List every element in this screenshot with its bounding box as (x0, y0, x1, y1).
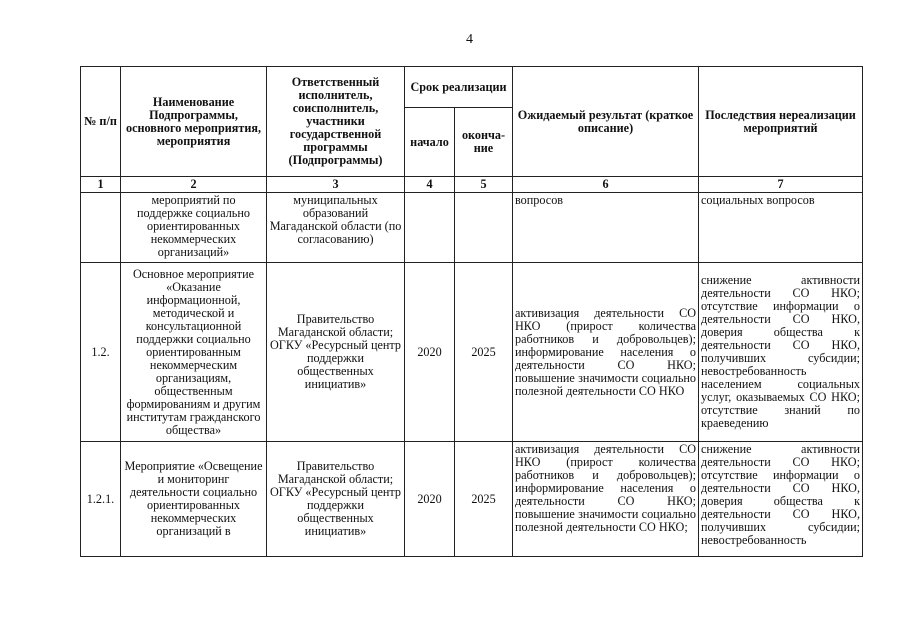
responsible: Правительство Магаданской области; ОГКУ «Ресурсный центр поддержки общественных инициатив» (267, 442, 405, 557)
column-number: 2 (121, 177, 267, 193)
expected-result: вопросов (513, 193, 699, 263)
consequences: снижение активности деятельности СО НКО; отсутствие информации о деятельности СО НКО, доверия общества к деятельности СО НКО, получивших субсидии; невостребованность (699, 442, 863, 557)
header-num: № п/п (81, 67, 121, 177)
table-row (81, 442, 863, 557)
activity-name: Мероприятие «Освещение и мониторинг деятельности социально ориентированных некоммерческих организаций в (121, 442, 267, 557)
end-year: 2025 (455, 442, 513, 557)
row-number: 1.2.1. (81, 442, 121, 557)
column-number: 4 (405, 177, 455, 193)
header-responsible: Ответственный исполнитель, соисполнитель, участники государственной программы (Подпрограммы) (267, 67, 405, 177)
header-row (81, 67, 863, 108)
start-year (405, 193, 455, 263)
row-number: 1.2. (81, 263, 121, 442)
start-year: 2020 (405, 263, 455, 442)
header-term: Срок реализации (405, 67, 513, 108)
consequences: социальных вопросов (699, 193, 863, 263)
table-row (81, 193, 863, 263)
header-end: оконча-ние (455, 108, 513, 177)
column-number: 3 (267, 177, 405, 193)
header-result: Ожидаемый результат (краткое описание) (513, 67, 699, 177)
column-number: 7 (699, 177, 863, 193)
expected-result: активизация деятельности СО НКО (прирост количества работников и добровольцев); информирование населения о деятельности СО НКО; повышение значимости социально полезной деятельности СО НКО; (513, 442, 699, 557)
row-number (81, 193, 121, 263)
header-name: Наименование Подпрограммы, основного мероприятия, мероприятия (121, 67, 267, 177)
column-number-row (81, 177, 863, 193)
end-year (455, 193, 513, 263)
expected-result: активизация деятельности СО НКО (прирост количества работников и добровольцев); информирование населения о деятельности СО НКО; повышение значимости социально полезной деятельности СО НКО (513, 263, 699, 442)
table-row (81, 263, 863, 442)
program-table (80, 66, 863, 557)
column-number: 6 (513, 177, 699, 193)
header-start: начало (405, 108, 455, 177)
column-number: 5 (455, 177, 513, 193)
start-year: 2020 (405, 442, 455, 557)
consequences: снижение активности деятельности СО НКО; отсутствие информации о деятельности СО НКО, доверия общества к деятельности СО НКО, получивших субсидии; невостребованность населением социальных услуг, оказываемых СО НКО; отсутствие знаний по краеведению (699, 263, 863, 442)
header-consequences: Последствия нереализации мероприятий (699, 67, 863, 177)
page-number: 4 (466, 32, 473, 47)
activity-name: мероприятий по поддержке социально ориентированных некоммерческих организаций» (121, 193, 267, 263)
activity-name: Основное мероприятие «Оказание информационной, методической и консультационной поддержки социально ориентированным некоммерческим организациям, общественным формированиям и другим институтам гражданского общества» (121, 263, 267, 442)
responsible: муниципальных образований Магаданской области (по согласованию) (267, 193, 405, 263)
responsible: Правительство Магаданской области; ОГКУ «Ресурсный центр поддержки общественных инициатив» (267, 263, 405, 442)
column-number: 1 (81, 177, 121, 193)
end-year: 2025 (455, 263, 513, 442)
